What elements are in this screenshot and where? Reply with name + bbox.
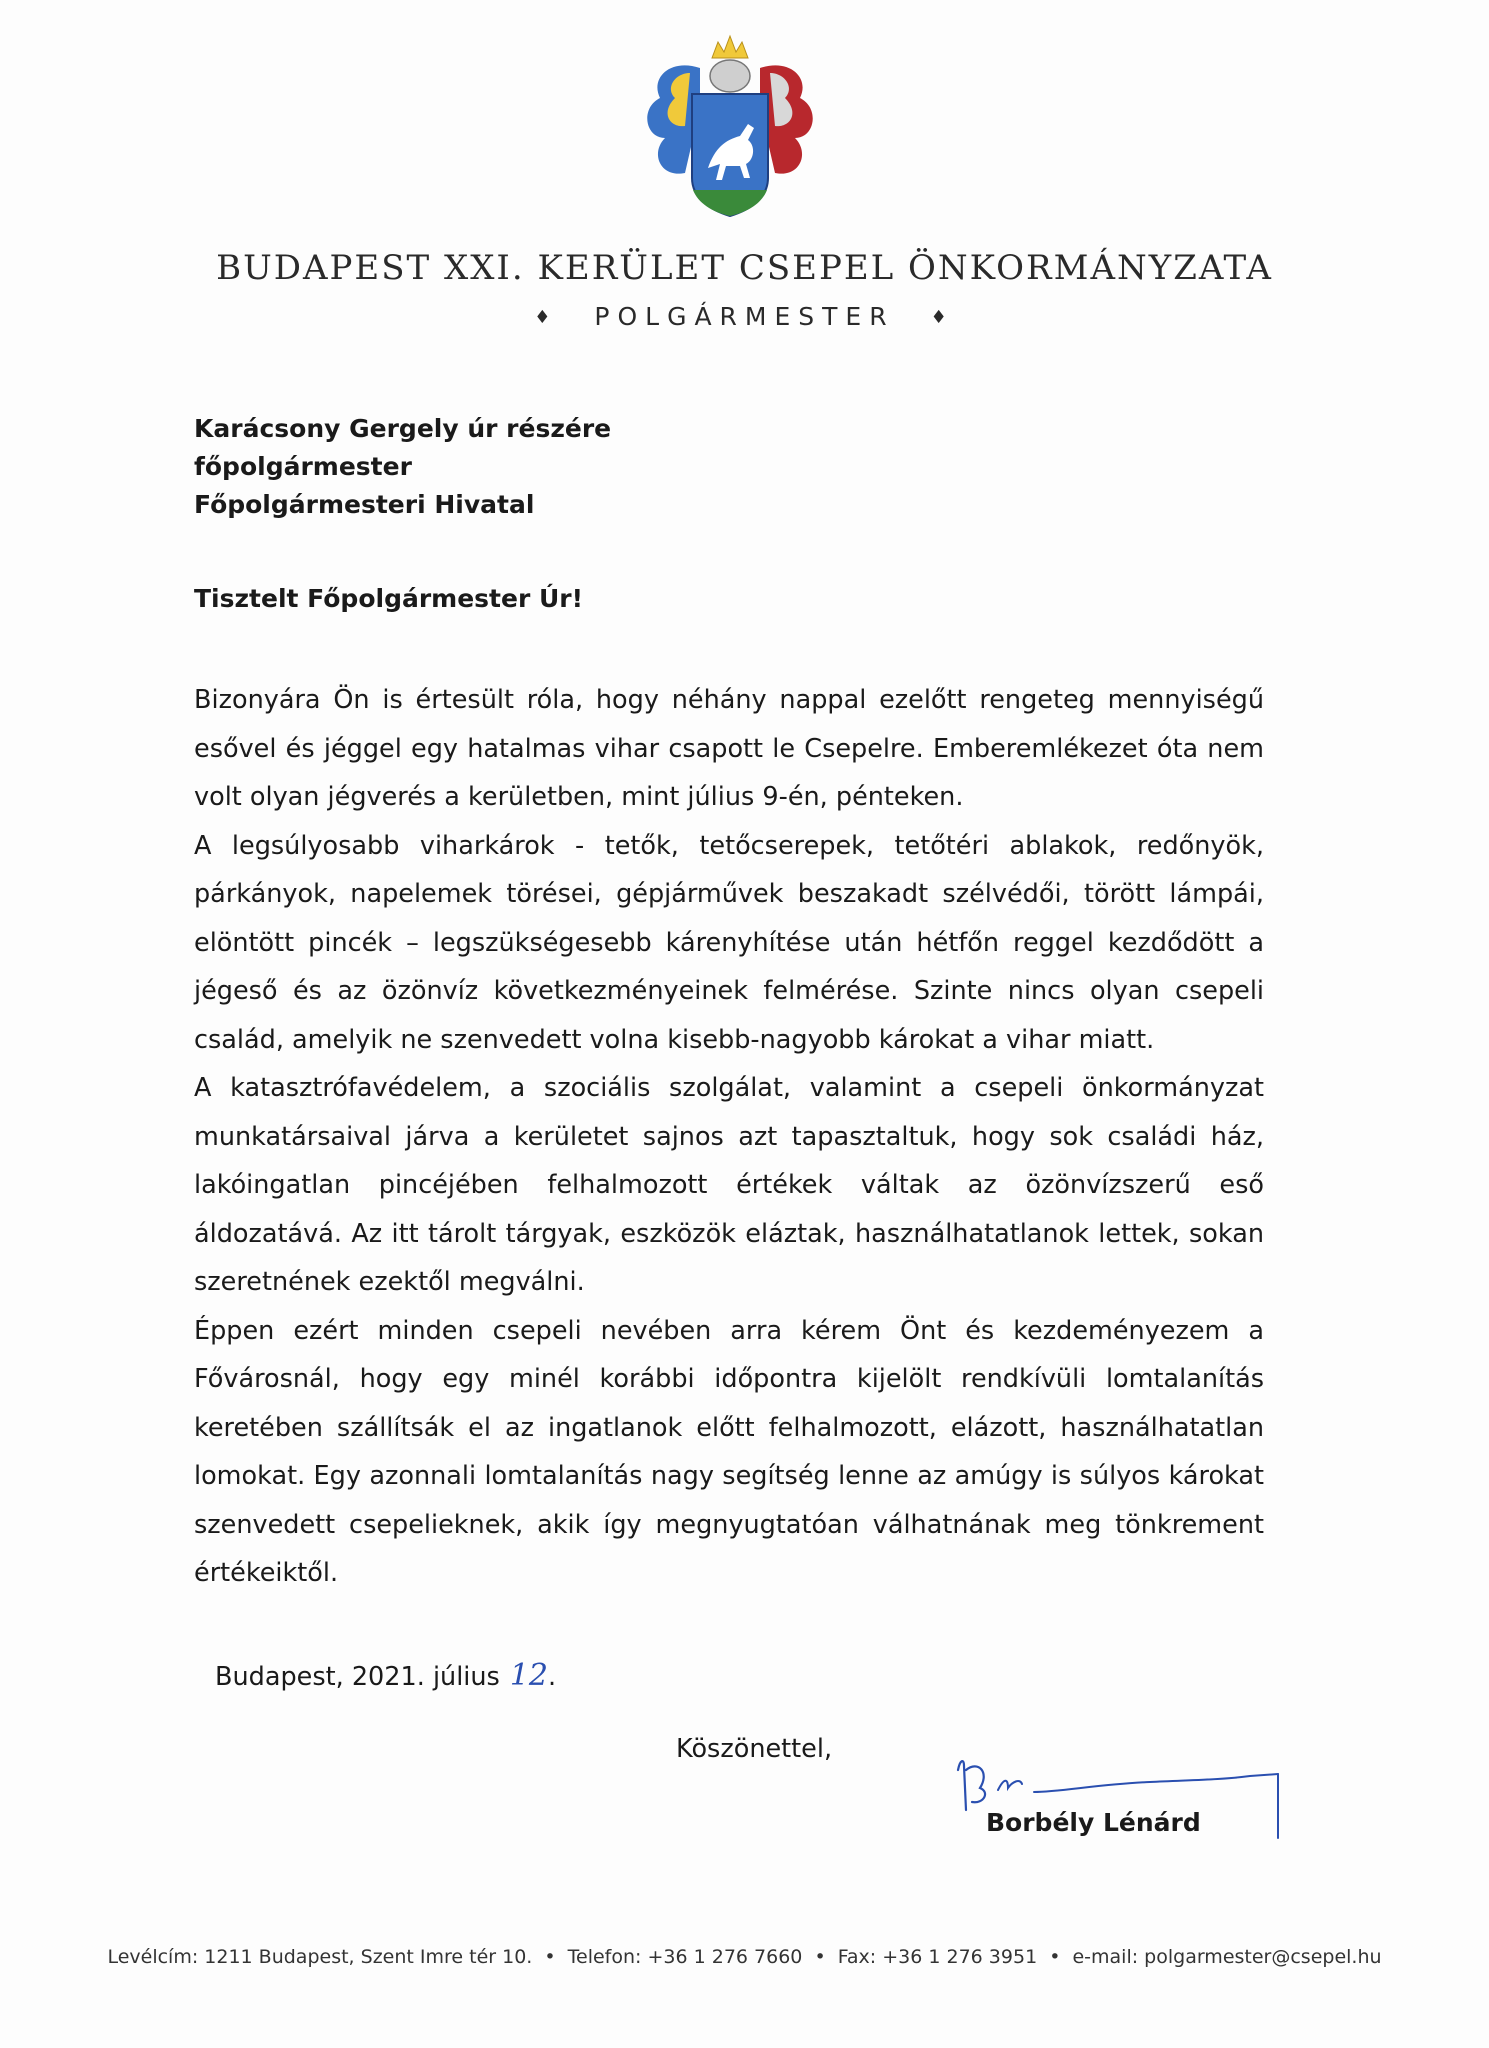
footer-address: Levélcím: 1211 Budapest, Szent Imre tér 10.: [107, 1946, 533, 1968]
body-paragraph: Éppen ezért minden csepeli nevében arra kérem Önt és kezdeményezem a Fővárosnál, hogy egy minél korábbi időpontra kijelölt rendkívüli lomtalanítás keretében szállítsák el az ingatlanok előtt felhalmozott, elázott, használhatatlan lomokat. Egy azonnali lomtalanítás nagy segítség lenne az amúgy is súlyos károkat szenvedett csepelieknek, akik így megnyugtatóan válhatnának meg tönkrement értékeiktől.: [194, 1315, 1264, 1588]
recipient-office: Főpolgármesteri Hivatal: [194, 490, 535, 519]
footer-separator: •: [814, 1946, 826, 1968]
date-line: [215, 1658, 556, 1693]
separator-diamond-left: ♦: [534, 307, 559, 328]
body-paragraph: A katasztrófavédelem, a szociális szolgálat, valamint a csepeli önkormányzat munkatársaival járva a kerületet sajnos azt tapasztaltuk, hogy sok családi ház, lakóingatlan pincéjében felhalmozott értékek váltak az özönvízszerű eső áldozatává. Az itt tárolt tárgyak, eszközök eláztak, használhatatlanok lettek, sokan szeretnének ezektől megválni.: [194, 1073, 1264, 1297]
recipient-name: Karácsony Gergely úr részére: [194, 414, 612, 443]
footer-separator: •: [544, 1946, 556, 1968]
subtitle-text: POLGÁRMESTER: [594, 302, 895, 331]
body-paragraph: Bizonyára Ön is értesült róla, hogy néhány nappal ezelőtt rengeteg mennyiségű esővel és jéggel egy hatalmas vihar csapott le Csepelre. Emberemlékezet óta nem volt olyan jégverés a kerületben, mint július 9-én, pénteken.: [194, 685, 1264, 812]
date-printed: Budapest, 2021. július: [215, 1662, 500, 1692]
footer-separator: •: [1049, 1946, 1061, 1968]
helmet: [710, 60, 750, 92]
closing: Köszönettel,: [676, 1734, 833, 1764]
shield-base: [693, 190, 767, 216]
body-paragraph: A legsúlyosabb viharkárok - tetők, tetőcserepek, tetőtéri ablakok, redőnyök, párkányok, napelemek törései, gépjárművek beszakadt szélvédői, törött lámpái, elöntött pincék – legszükségesebb kárenyhítése után hétfőn reggel kezdődött a jégeső és az özönvíz következményeinek felmérése. Szinte nincs olyan csepeli család, amelyik ne szenvedett volna kisebb-nagyobb károkat a vihar miatt.: [194, 830, 1264, 1055]
signer-name: Borbély Lénárd: [986, 1808, 1201, 1837]
salutation: Tisztelt Főpolgármester Úr!: [194, 584, 584, 613]
organization-subtitle: [0, 302, 1489, 331]
recipient-title: főpolgármester: [194, 452, 412, 481]
recipient-block: [194, 410, 611, 524]
organization-name: BUDAPEST XXI. KERÜLET CSEPEL ÖNKORMÁNYZATA: [216, 248, 1273, 288]
date-handwritten-day: 12: [509, 1658, 548, 1693]
footer-fax: Fax: +36 1 276 3951: [837, 1946, 1038, 1968]
letter-body: [194, 676, 1264, 1598]
footer-phone: Telefon: +36 1 276 7660: [567, 1946, 803, 1968]
footer-email: e-mail: polgarmester@csepel.hu: [1072, 1946, 1382, 1968]
crown: [712, 36, 748, 58]
date-suffix: .: [548, 1662, 557, 1692]
coat-of-arms-icon: [630, 28, 830, 228]
separator-diamond-right: ♦: [930, 307, 955, 328]
footer-contact: [0, 1946, 1489, 1968]
